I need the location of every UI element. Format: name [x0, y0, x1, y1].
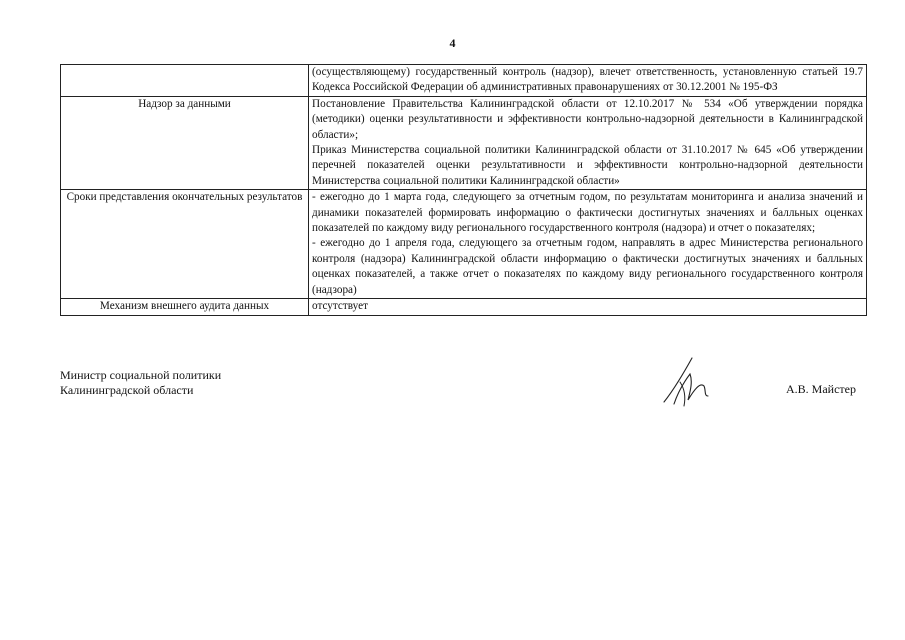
table-row [61, 96, 867, 189]
signer-name: А.В. Майстер [786, 382, 856, 396]
signatory-position [60, 368, 221, 398]
page-number: 4 [449, 36, 456, 50]
paragraph: Постановление Правительства Калининградской области от 12.10.2017 № 534 «Об утверждении порядка (методики) оценки результативности и эффективности контрольно-надзорной деятельности в Калининградской области»; [312, 97, 863, 141]
row-value [309, 65, 867, 97]
paragraph: Приказ Министерства социальной политики Калининградской области от 31.10.2017 № 645 «Об утверждении перечней показателей оценки результативности и эффективности контрольно-надзорной деятельности Министерства социальной политики Калининградской области» [312, 144, 863, 187]
row-label: Механизм внешнего аудита данных [61, 299, 309, 315]
position-line: Калининградской области [60, 383, 194, 397]
indicator-passport-table [60, 64, 867, 316]
paragraph: (осуществляющему) государственный контроль (надзор), влечет ответственность, установленную статьей 19.7 Кодекса Российской Федерации об административных правонарушениях от 30.12.2001 № 195-ФЗ [312, 66, 863, 94]
handwritten-signature [660, 352, 720, 408]
table-row [61, 65, 867, 97]
table-row [61, 299, 867, 315]
row-value [309, 190, 867, 299]
paragraph: - ежегодно до 1 апреля года, следующего за отчетным годом, направлять в адрес Министерства регионального контроля (надзора) Калининградской области информацию о фактически достигнутых значениях и балльных оценках показателей, а также отчет о показателях по каждому виду регионального государственного контроля (надзора) [312, 237, 863, 296]
row-label: Надзор за данными [61, 96, 309, 189]
paragraph: - ежегодно до 1 марта года, следующего за отчетным годом, по результатам мониторинга и анализа значений и динамики показателей формировать информацию о фактически достигнутых значениях и балльных оценках показателей по каждому виду регионального государственного контроля (надзора) и отчет о показателях; [312, 191, 863, 235]
paragraph: отсутствует [312, 300, 368, 313]
table-row [61, 190, 867, 299]
row-label [61, 65, 309, 97]
row-value [309, 299, 867, 315]
row-value [309, 96, 867, 189]
row-label: Сроки представления окончательных результатов [61, 190, 309, 299]
position-line: Министр социальной политики [60, 368, 222, 382]
